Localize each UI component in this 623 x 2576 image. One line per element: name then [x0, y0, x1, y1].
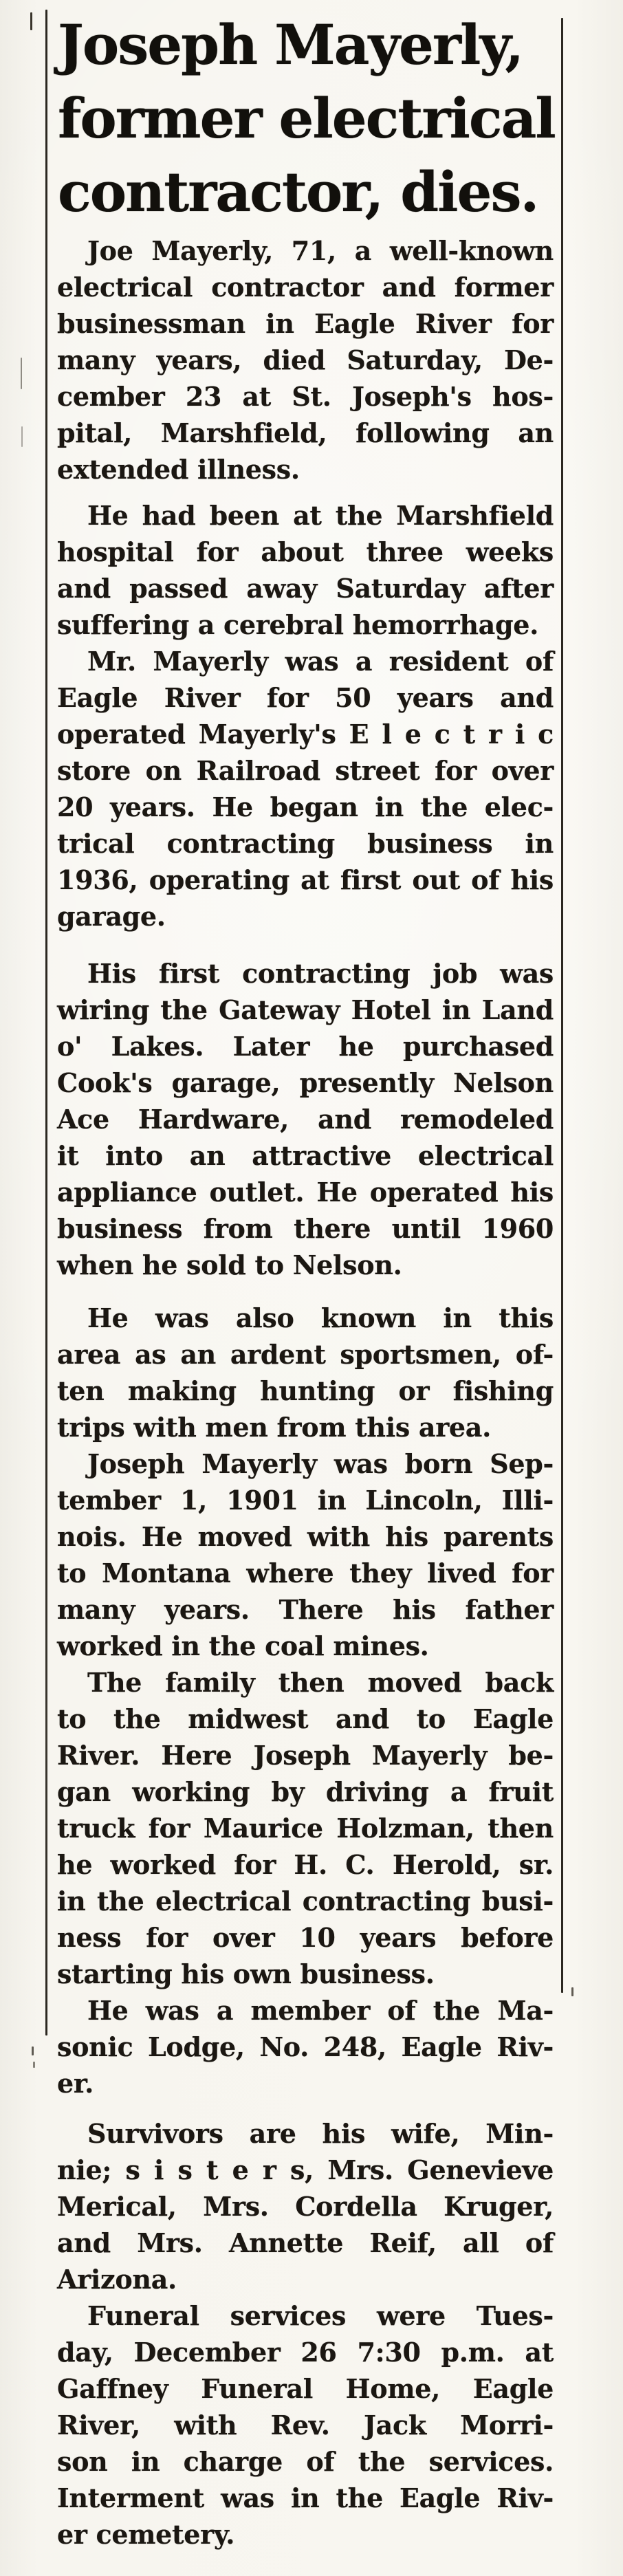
- paragraph: [57, 1445, 554, 1664]
- paragraph: [57, 1992, 554, 2102]
- body-line: nie; s i s t e r s, Mrs. Genevieve: [57, 2154, 554, 2185]
- headline: [58, 8, 556, 229]
- body-line: ness for over 10 years before: [57, 1922, 554, 1953]
- paragraph: [57, 232, 554, 488]
- headline-line: contractor, dies.: [58, 160, 538, 224]
- body-line: Ace Hardware, and remodeled: [57, 1104, 554, 1135]
- body-line: He was a member of the Ma-: [87, 1995, 554, 2026]
- body-line: cember 23 at St. Joseph's hos-: [57, 381, 554, 412]
- body-line: Mr. Mayerly was a resident of: [87, 646, 554, 677]
- body-line: many years, died Saturday, De-: [57, 345, 554, 375]
- body-line: trips with men from this area.: [57, 1412, 492, 1443]
- scan-artifact-tick: [21, 358, 22, 389]
- body-line: Arizona.: [57, 2264, 177, 2295]
- body-line: Cook's garage, presently Nelson: [57, 1067, 554, 1098]
- body-line: he worked for H. C. Herold, sr.: [57, 1849, 554, 1880]
- body-line: area as an ardent sportsmen, of-: [57, 1339, 554, 1370]
- body-line: when he sold to Nelson.: [57, 1249, 402, 1280]
- headline-line: former electrical: [58, 86, 555, 151]
- body-line: pital, Marshfield, following an: [57, 417, 554, 448]
- body-line: Interment was in the Eagle Riv-: [57, 2482, 554, 2513]
- body-line: in the electrical contracting busi-: [57, 1886, 554, 1917]
- paragraph: [57, 1664, 554, 1992]
- body-line: many years. There his father: [57, 1594, 554, 1625]
- body-line: trical contracting business in: [57, 828, 554, 859]
- body-line: appliance outlet. He operated his: [57, 1177, 554, 1208]
- body-line: er.: [57, 2068, 94, 2099]
- body-line: Joseph Mayerly was born Sep-: [87, 1448, 554, 1479]
- body-line: Gaffney Funeral Home, Eagle: [57, 2373, 554, 2404]
- body-line: suffering a cerebral hemorrhage.: [57, 609, 539, 640]
- body-line: gan working by driving a fruit: [57, 1776, 554, 1807]
- body-line: starting his own business.: [57, 1958, 435, 1989]
- body-line: er cemetery.: [57, 2519, 235, 2550]
- body-line: 1936, operating at first out of his: [57, 864, 554, 895]
- body-line: The family then moved back: [87, 1667, 554, 1698]
- body-line: He was also known in this: [87, 1302, 554, 1333]
- headline-line: Joseph Mayerly,: [58, 12, 523, 77]
- body-line: River, with Rev. Jack Morri-: [57, 2410, 554, 2441]
- article-body: [57, 232, 554, 2553]
- body-line: Eagle River for 50 years and: [57, 682, 554, 713]
- paragraph: [57, 955, 554, 1283]
- scan-artifact-tick: [571, 1987, 573, 1996]
- body-line: nois. He moved with his parents: [57, 1521, 554, 1552]
- body-line: worked in the coal mines.: [57, 1630, 429, 1661]
- paragraph: [57, 1300, 554, 1445]
- paragraph: [57, 643, 554, 935]
- body-line: Funeral services were Tues-: [87, 2300, 554, 2331]
- body-line: His first contracting job was: [87, 958, 554, 989]
- body-line: truck for Maurice Holzman, then: [57, 1813, 554, 1844]
- body-line: River. Here Joseph Mayerly be-: [57, 1740, 554, 1771]
- body-line: o' Lakes. Later he purchased: [57, 1031, 554, 1062]
- paragraph: [57, 2297, 554, 2553]
- body-line: sonic Lodge, No. 248, Eagle Riv-: [57, 2031, 554, 2062]
- paragraph: [57, 2115, 554, 2297]
- body-line: hospital for about three weeks: [57, 536, 554, 567]
- body-line: Merical, Mrs. Cordella Kruger,: [57, 2191, 554, 2222]
- body-line: day, December 26 7:30 p.m. at: [57, 2337, 554, 2368]
- body-line: garage.: [57, 901, 166, 932]
- right-column-rule: [561, 18, 563, 1993]
- body-line: electrical contractor and former: [57, 272, 554, 303]
- body-line: Joe Mayerly, 71, a well-known: [87, 235, 554, 266]
- scan-artifact-tick: [32, 2046, 34, 2055]
- scan-artifact-tick: [30, 12, 32, 30]
- body-line: tember 1, 1901 in Lincoln, Illi-: [57, 1485, 554, 1516]
- body-line: Survivors are his wife, Min-: [87, 2118, 554, 2149]
- body-line: to the midwest and to Eagle: [57, 1703, 554, 1734]
- body-line: son in charge of the services.: [57, 2446, 554, 2477]
- scan-artifact-tick: [33, 2062, 35, 2068]
- body-line: it into an attractive electrical: [57, 1140, 554, 1171]
- body-line: business from there until 1960: [57, 1213, 554, 1244]
- body-line: ten making hunting or fishing: [57, 1375, 554, 1406]
- body-line: extended illness.: [57, 454, 300, 485]
- body-line: operated Mayerly's E l e c t r i c: [57, 719, 554, 750]
- body-line: and Mrs. Annette Reif, all of: [57, 2227, 554, 2258]
- body-line: businessman in Eagle River for: [57, 308, 554, 339]
- paragraph: [57, 497, 554, 643]
- body-line: wiring the Gateway Hotel in Land: [57, 994, 554, 1025]
- body-line: store on Railroad street for over: [57, 755, 554, 786]
- body-line: He had been at the Marshfield: [87, 500, 554, 531]
- body-line: and passed away Saturday after: [57, 573, 554, 604]
- body-line: to Montana where they lived for: [57, 1558, 554, 1589]
- left-column-rule: [45, 10, 47, 2035]
- scan-artifact-tick: [21, 426, 23, 447]
- body-line: 20 years. He began in the elec-: [57, 792, 554, 822]
